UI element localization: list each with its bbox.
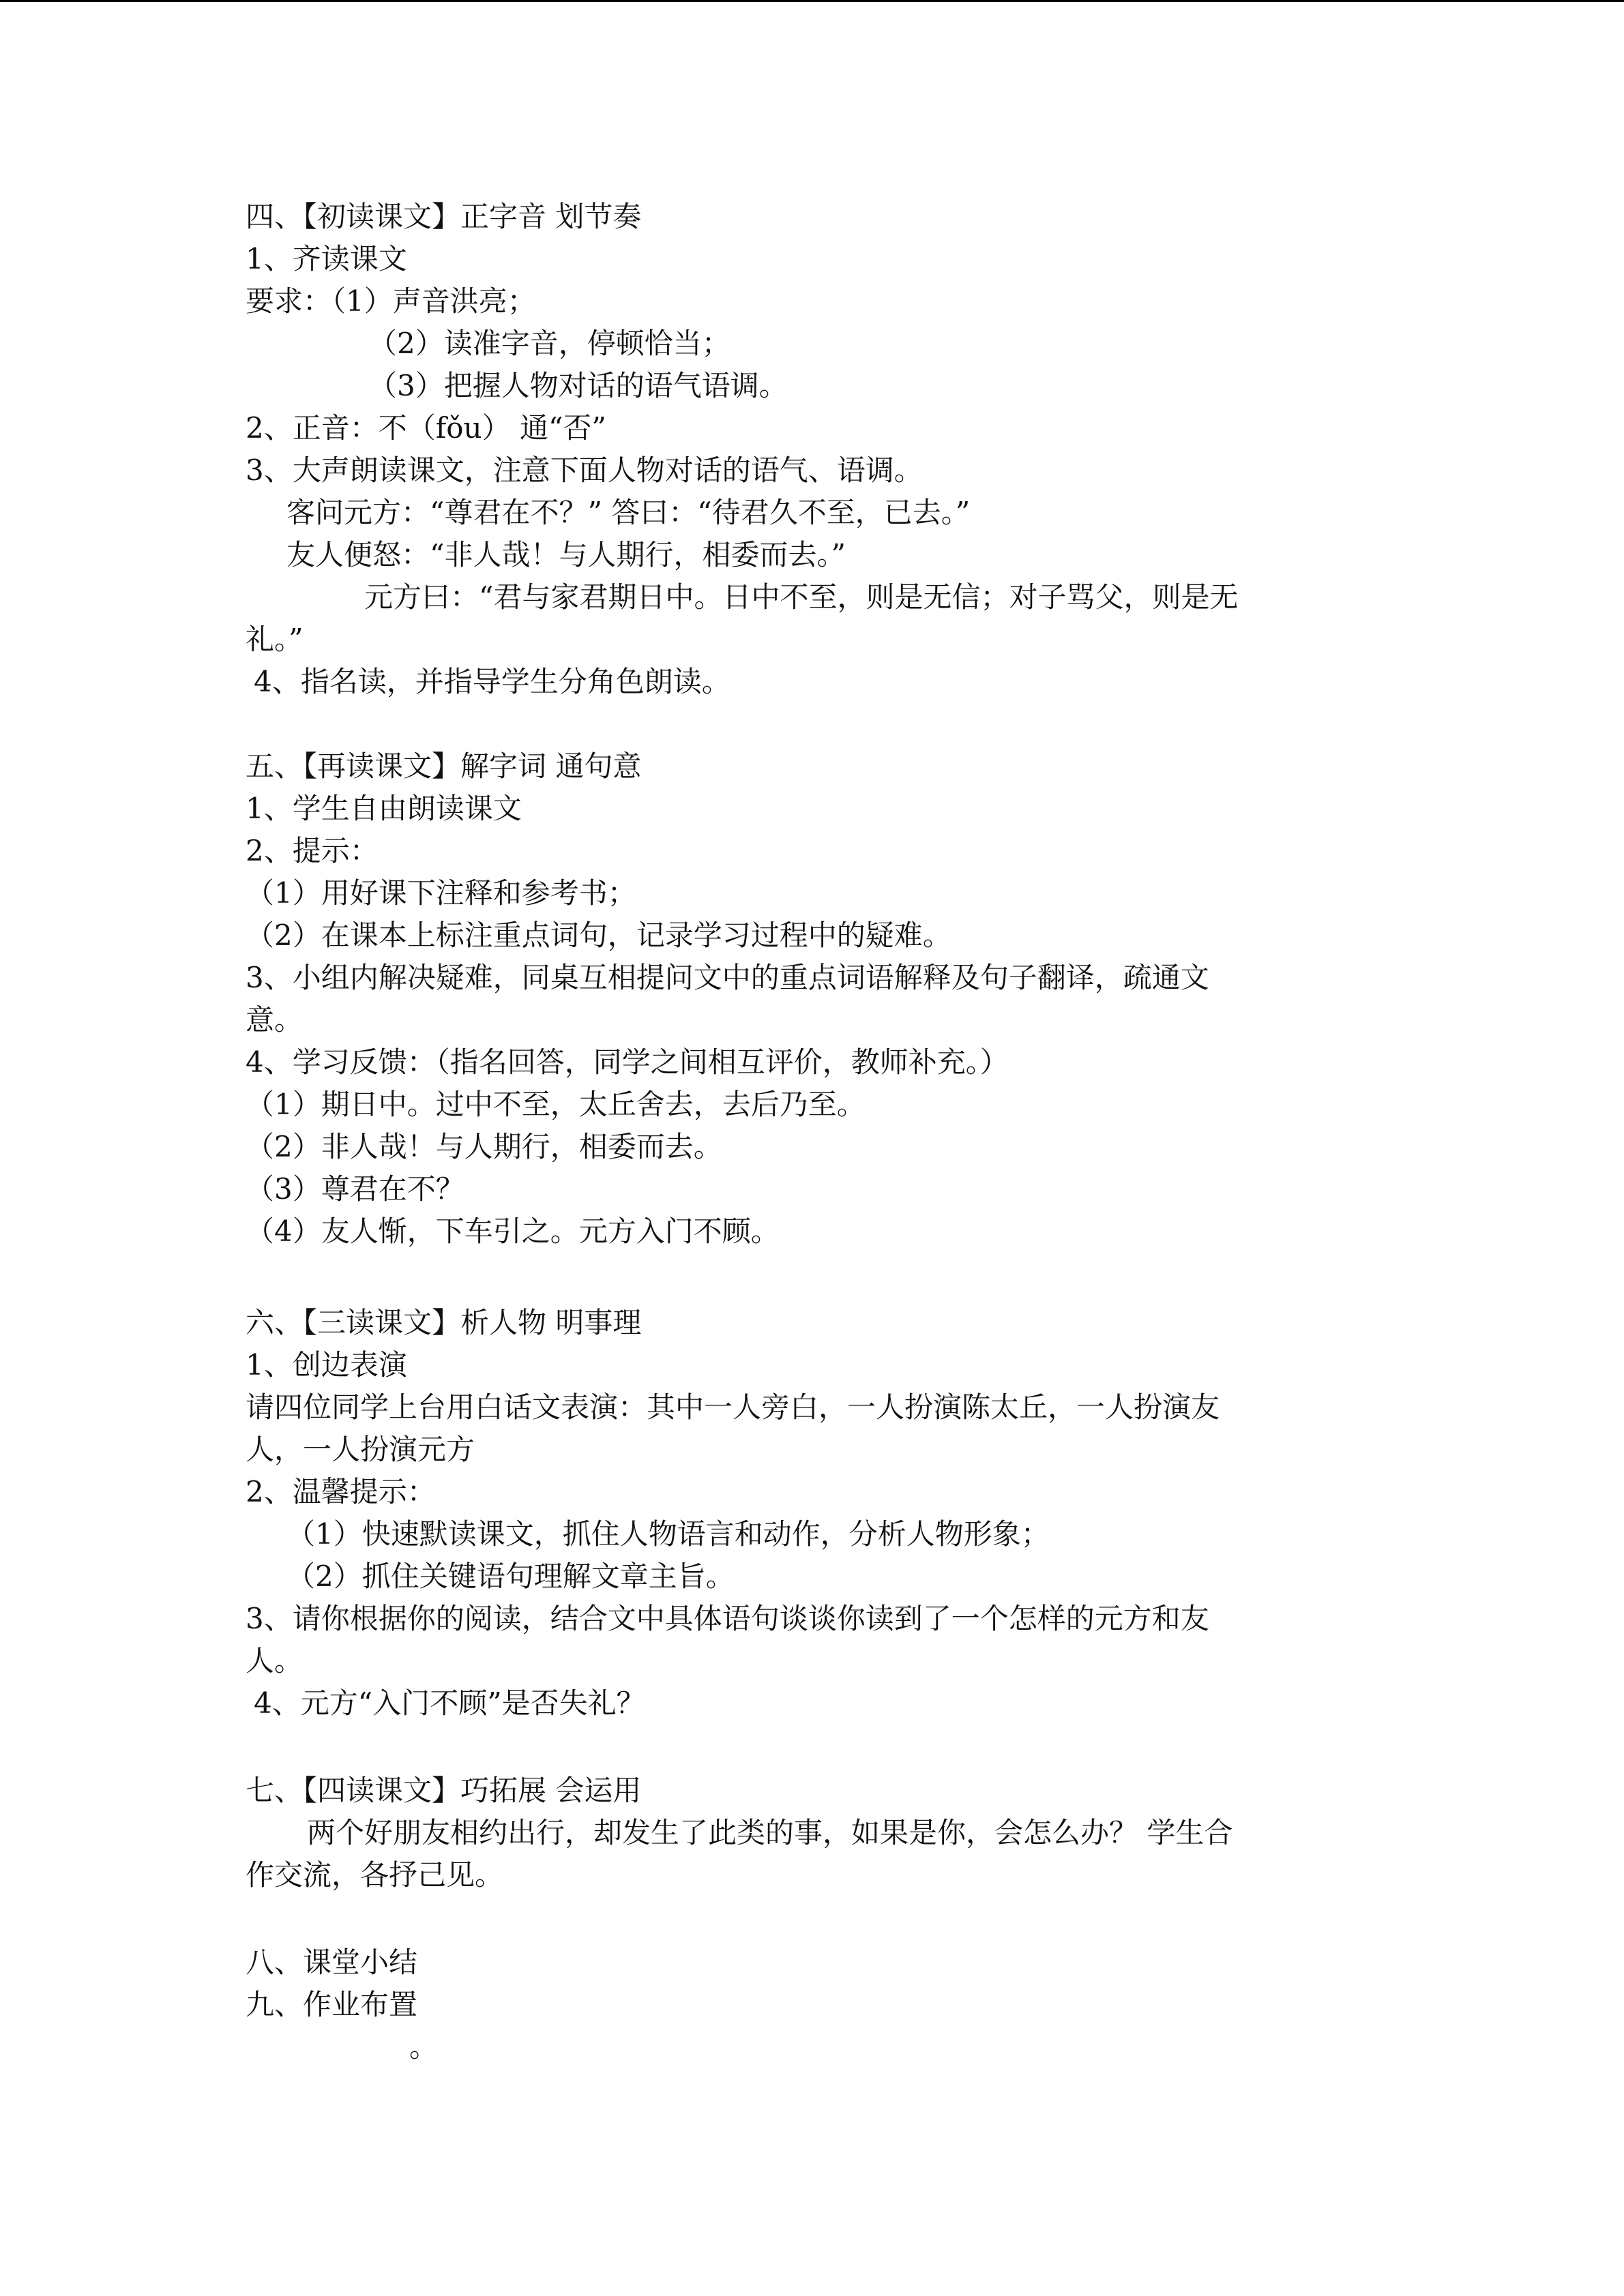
text-line: 九、作业布置 [246, 1988, 418, 2021]
text-line: （4）友人惭，下车引之。元方入门不顾。 [246, 1214, 780, 1248]
text-line: 意。 [246, 1003, 304, 1037]
text-line: 4、学习反馈：（指名回答，同学之间相互评价，教师补充。） [246, 1045, 1009, 1079]
text-line: 五、【再读课文】解字词 通句意 [246, 749, 642, 783]
text-line: 请四位同学上台用白话文表演：其中一人旁白，一人扮演陈太丘，一人扮演友 [246, 1390, 1220, 1424]
text-line: （1）快速默读课文，抓住人物语言和动作，分析人物形象； [286, 1517, 1050, 1551]
text-line: 。 [409, 2030, 439, 2063]
text-line: （2）抓住关键语句理解文章主旨。 [286, 1560, 735, 1593]
text-line: 人。 [246, 1644, 304, 1678]
text-line: 1、学生自由朗读课文 [246, 792, 522, 825]
page-top-border [0, 0, 1624, 2]
text-line: 两个好朋友相约出行，却发生了此类的事，如果是你，会怎么办？ 学生合 [307, 1816, 1233, 1849]
text-line: 七、【四读课文】巧拓展 会运用 [246, 1774, 642, 1807]
text-line: 六、【三读课文】析人物 明事理 [246, 1306, 642, 1339]
text-line: 1、创边表演 [246, 1348, 407, 1382]
text-line: 3、请你根据你的阅读，结合文中具体语句谈谈你读到了一个怎样的元方和友 [246, 1602, 1209, 1635]
text-line: 2、温馨提示： [246, 1475, 436, 1508]
text-line: 4、指名读，并指导学生分角色朗读。 [254, 665, 730, 698]
text-line: （3）尊君在不？ [246, 1172, 464, 1206]
text-line: 八、课堂小结 [246, 1945, 418, 1979]
text-line: 人，一人扮演元方 [246, 1433, 475, 1466]
text-line: 2、正音：不（fǒu） 通“否” [246, 411, 606, 445]
text-line: 礼。” [246, 623, 304, 656]
text-line: 四、【初读课文】正字音 划节奏 [246, 200, 642, 233]
text-line: 要求：（1）声音洪亮； [246, 284, 536, 318]
text-line: （3）把握人物对话的语气语调。 [368, 369, 788, 402]
text-line: 3、大声朗读课文，注意下面人物对话的语气、语调。 [246, 453, 923, 487]
text-line: 友人便怒：“非人哉！与人期行，相委而去。” [286, 538, 846, 571]
text-line: 1、齐读课文 [246, 242, 407, 275]
text-line: 客问元方：“尊君在不？” 答曰：“待君久不至，已去。” [286, 496, 971, 529]
text-line: 3、小组内解决疑难，同桌互相提问文中的重点词语解释及句子翻译，疏通文 [246, 961, 1209, 994]
text-line: （1）期日中。过中不至，太丘舍去，去后乃至。 [246, 1088, 866, 1121]
text-line: （2）读准字音，停顿恰当； [368, 327, 730, 360]
text-line: 4、元方“入门不顾”是否失礼？ [254, 1686, 645, 1720]
text-line: （2）在课本上标注重点词句，记录学习过程中的疑难。 [246, 919, 951, 952]
text-line: （2）非人哉！与人期行，相委而去。 [246, 1130, 722, 1163]
text-line: 2、提示： [246, 834, 379, 867]
text-line: 元方曰：“君与家君期日中。日中不至，则是无信；对子骂父，则是无 [364, 580, 1239, 614]
text-line: 作交流，各抒己见。 [246, 1858, 504, 1892]
text-line: （1）用好课下注释和参考书； [246, 876, 636, 910]
